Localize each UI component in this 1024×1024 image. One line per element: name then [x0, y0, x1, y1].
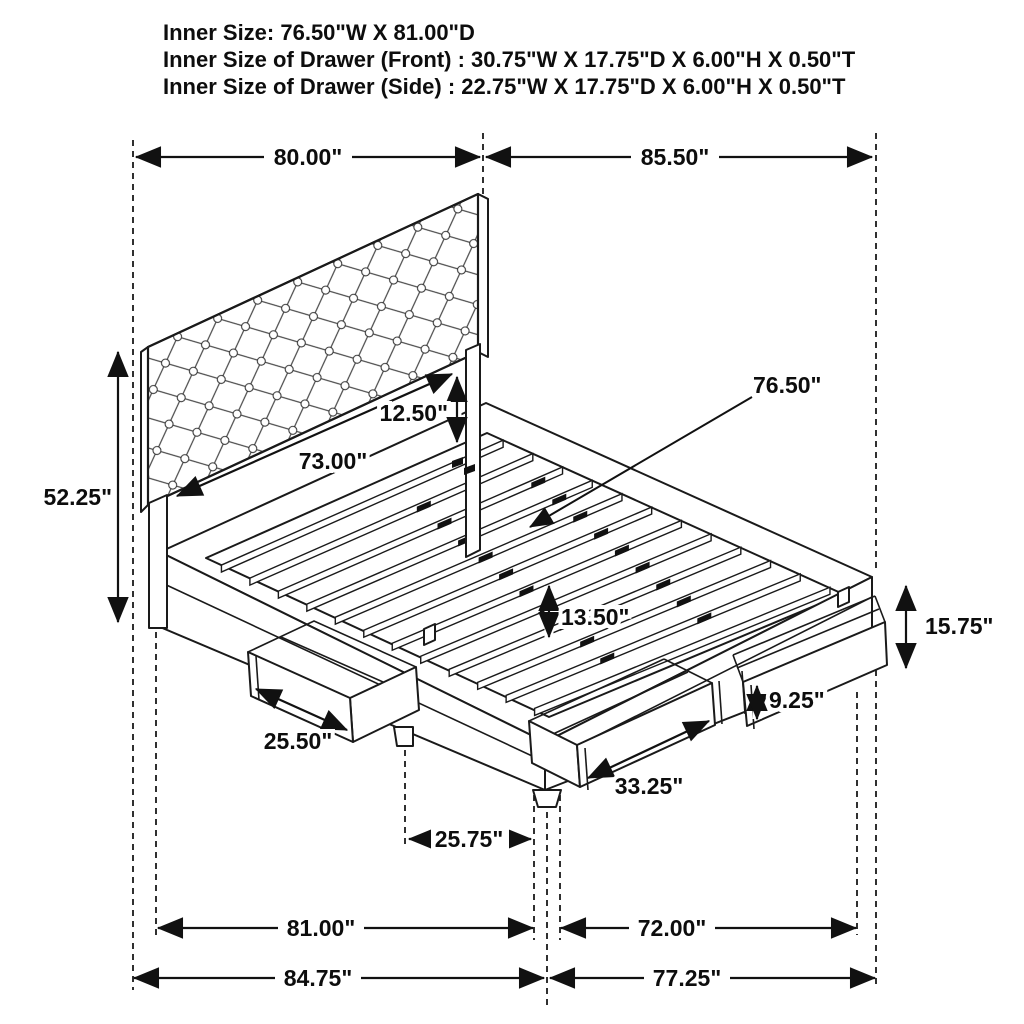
- title-line-1: Inner Size: 76.50"W X 81.00"D: [163, 20, 475, 45]
- title-block: [163, 20, 856, 99]
- dim-headboard-width: [136, 144, 480, 170]
- dim-frame-length-bottom: [158, 915, 533, 941]
- dim-drawer-face-height-label: 9.25": [769, 687, 825, 713]
- dim-side-rail-height: [906, 586, 993, 668]
- dim-headboard-height-label: 52.25": [43, 484, 112, 510]
- dim-headboard-width-label: 80.00": [273, 144, 343, 170]
- dim-overall-length: [134, 965, 544, 991]
- dim-overall-width-label: 77.25": [652, 965, 722, 991]
- dim-leg-inset: [409, 826, 531, 852]
- dim-side-rail-height-label: 15.75": [925, 613, 994, 639]
- dim-frame-width-bottom: [561, 915, 856, 941]
- dim-frame-length-top-label: 85.50": [640, 144, 710, 170]
- dim-slat-span-label: 76.50": [753, 372, 822, 398]
- dim-frame-length-top: [486, 144, 872, 170]
- title-line-3: Inner Size of Drawer (Side) : 22.75"W X 17.75"D X 6.00"H X 0.50"T: [163, 74, 846, 99]
- headboard-right-post: [466, 344, 480, 557]
- corner-foot: [533, 790, 561, 807]
- dim-platform-height-label: 13.50": [561, 604, 630, 630]
- left-rail-foot: [394, 727, 413, 746]
- dim-frame-width-bottom-label: 72.00": [637, 915, 707, 941]
- dim-headboard-gap-label: 12.50": [379, 400, 448, 426]
- dim-side-drawer-width-label: 25.50": [263, 728, 333, 754]
- dim-leg-inset-label: 25.75": [434, 826, 504, 852]
- headboard-right-edge: [478, 194, 488, 357]
- dim-headboard-panel-width-label: 73.00": [298, 448, 368, 474]
- dim-overall-width: [550, 965, 875, 991]
- headboard-left-leg: [149, 495, 167, 628]
- title-line-2: Inner Size of Drawer (Front) : 30.75"W X 17.75"D X 6.00"H X 0.50"T: [163, 47, 856, 72]
- dim-overall-length-label: 84.75": [283, 965, 353, 991]
- dim-frame-length-bottom-label: 81.00": [286, 915, 356, 941]
- dim-front-drawer-width-label: 33.25": [614, 773, 684, 799]
- dim-headboard-height: [44, 352, 118, 622]
